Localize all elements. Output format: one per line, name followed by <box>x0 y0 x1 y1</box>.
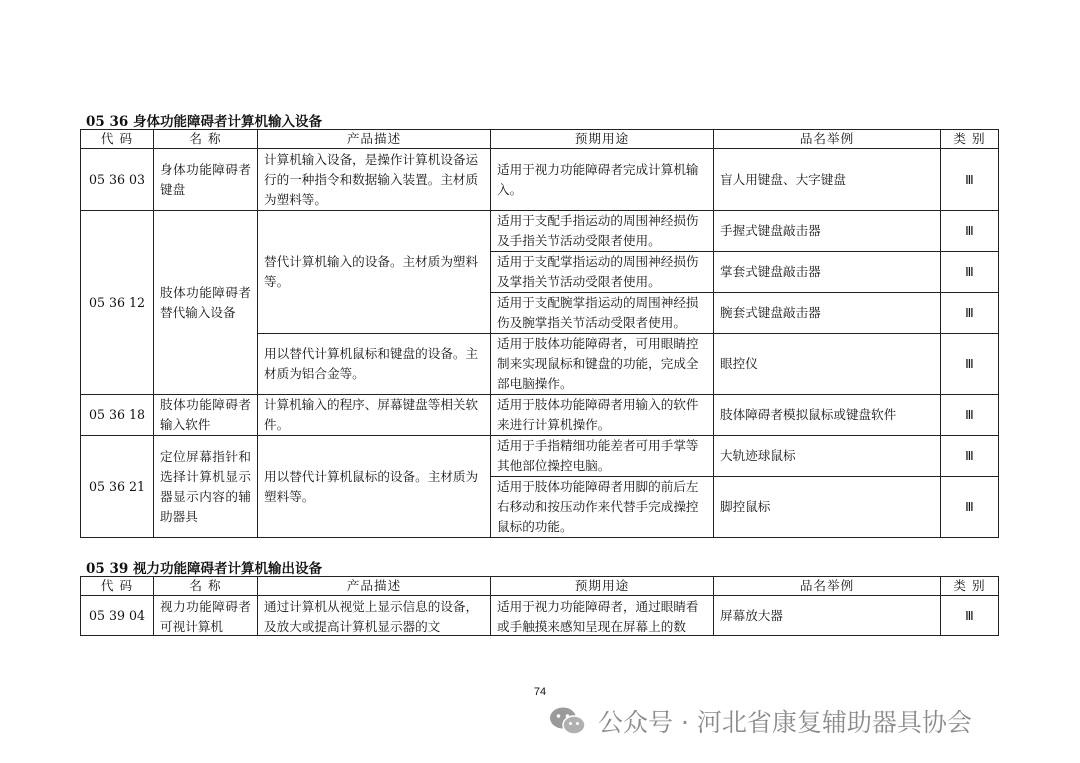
header-intended-use: 预期用途 <box>491 130 714 149</box>
header-product-examples: 品名举例 <box>714 577 941 596</box>
table-header-row <box>81 577 999 596</box>
cell-class: Ⅲ <box>941 334 999 395</box>
cell-code: 05 36 21 <box>81 436 154 538</box>
cell-intended-use: 适用于肢体功能障碍者用输入的软件来进行计算机操作。 <box>491 395 714 436</box>
cell-code: 05 39 04 <box>81 596 154 636</box>
cell-example: 掌套式键盘敲击器 <box>714 252 941 293</box>
header-code: 代 码 <box>81 130 154 149</box>
header-class: 类 别 <box>941 577 999 596</box>
cell-code: 05 36 12 <box>81 211 154 395</box>
cell-description: 替代计算机输入的设备。主材质为塑料等。 <box>258 211 491 334</box>
table-header-row <box>81 130 999 149</box>
table-row <box>81 211 999 252</box>
cell-class: Ⅲ <box>941 477 999 538</box>
cell-intended-use: 适用于支配掌指运动的周围神经损伤及掌指关节活动受限者使用。 <box>491 252 714 293</box>
table-05-39 <box>80 576 999 636</box>
header-product-examples: 品名举例 <box>714 130 941 149</box>
cell-intended-use: 适用于视力功能障碍者完成计算机输入。 <box>491 149 714 211</box>
header-description: 产品描述 <box>258 130 491 149</box>
watermark-text: 公众号 · 河北省康复辅助器具协会 <box>598 708 972 737</box>
cell-class: Ⅲ <box>941 596 999 636</box>
section-title-05-36: 05 36 身体功能障碍者计算机输入设备 <box>86 114 322 130</box>
cell-code: 05 36 18 <box>81 395 154 436</box>
section-title-05-39: 05 39 视力功能障碍者计算机输出设备 <box>86 561 322 577</box>
cell-name-wrap <box>154 596 258 636</box>
cell-class: Ⅲ <box>941 211 999 252</box>
cell-description: 用以替代计算机鼠标的设备。主材质为塑料等。 <box>258 436 491 538</box>
cell-example: 眼控仪 <box>714 334 941 395</box>
table-row <box>81 395 999 436</box>
cell-name: 视力功能障碍者可视计算机 <box>160 599 251 634</box>
cell-description: 通过计算机从视觉上显示信息的设备，及放大或提高计算机显示器的文 <box>264 599 479 634</box>
cell-name: 身体功能障碍者键盘 <box>154 149 258 211</box>
page-number: 74 <box>533 686 547 698</box>
cell-class: Ⅲ <box>941 293 999 334</box>
cell-intended-use: 适用于肢体功能障碍者用脚的前后左右移动和按压动作来代替手完成操控鼠标的功能。 <box>491 477 714 538</box>
header-code: 代 码 <box>81 577 154 596</box>
cell-class: Ⅲ <box>941 252 999 293</box>
wechat-icon <box>548 706 588 736</box>
cell-example: 肢体障碍者模拟鼠标或键盘软件 <box>714 395 941 436</box>
table-row <box>81 436 999 477</box>
cell-class: Ⅲ <box>941 149 999 211</box>
cell-intended-use: 适用于支配腕掌指运动的周围神经损伤及腕掌指关节活动受限者使用。 <box>491 293 714 334</box>
cell-example: 腕套式键盘敲击器 <box>714 293 941 334</box>
cell-example: 脚控鼠标 <box>714 477 941 538</box>
table-row <box>81 596 999 636</box>
header-description: 产品描述 <box>258 577 491 596</box>
cell-class: Ⅲ <box>941 395 999 436</box>
header-class: 类 别 <box>941 130 999 149</box>
cell-intended-use: 适用于支配手指运动的周围神经损伤及手指关节活动受限者使用。 <box>491 211 714 252</box>
cell-intended-use-wrap <box>491 596 714 636</box>
cell-intended-use: 适用于肢体功能障碍者，可用眼睛控制来实现鼠标和键盘的功能，完成全部电脑操作。 <box>491 334 714 395</box>
cell-name: 肢体功能障碍者输入软件 <box>154 395 258 436</box>
cell-code: 05 36 03 <box>81 149 154 211</box>
header-name: 名 称 <box>154 577 258 596</box>
header-intended-use: 预期用途 <box>491 577 714 596</box>
cell-example: 盲人用键盘、大字键盘 <box>714 149 941 211</box>
cell-description: 用以替代计算机鼠标和键盘的设备。主材质为铝合金等。 <box>258 334 491 395</box>
cell-class: Ⅲ <box>941 436 999 477</box>
table-row <box>81 149 999 211</box>
watermark <box>548 703 972 739</box>
cell-intended-use: 适用于手指精细功能差者可用手掌等其他部位操控电脑。 <box>491 436 714 477</box>
cell-description: 计算机输入设备，是操作计算机设备运行的一种指令和数据输入装置。主材质为塑料等。 <box>258 149 491 211</box>
table-05-36 <box>80 129 999 538</box>
cell-example: 屏幕放大器 <box>714 596 941 636</box>
cell-name: 肢体功能障碍者替代输入设备 <box>154 211 258 395</box>
header-name: 名 称 <box>154 130 258 149</box>
cell-name: 定位屏幕指针和选择计算机显示器显示内容的辅助器具 <box>154 436 258 538</box>
cell-description: 计算机输入的程序、屏幕键盘等相关软件。 <box>258 395 491 436</box>
cell-example: 手握式键盘敲击器 <box>714 211 941 252</box>
cell-description-wrap <box>258 596 491 636</box>
cell-example: 大轨迹球鼠标 <box>714 436 941 477</box>
cell-intended-use: 适用于视力功能障碍者，通过眼睛看或手触摸来感知呈现在屏幕上的数 <box>497 599 699 634</box>
